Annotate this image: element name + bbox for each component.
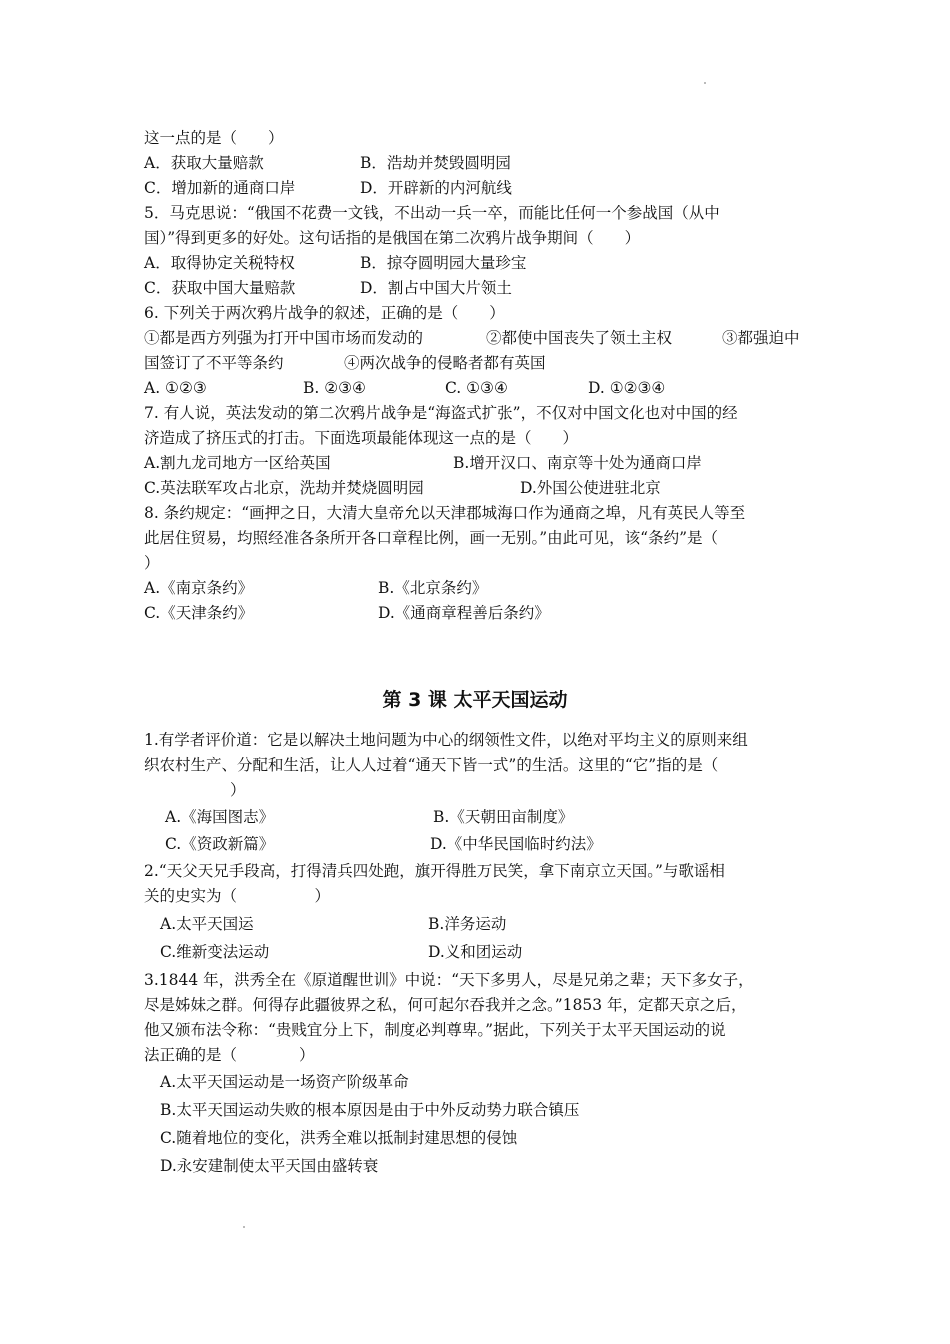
q8-option-b: B.《北京条约》	[378, 579, 488, 597]
q8-stem-line-1: 8. 条约规定：“画押之日，大清大皇帝允以天津郡城海口作为通商之埠，凡有英民人等至	[144, 504, 746, 522]
l3q3-stem-line-3: 他又颁布法令称：“贵贱宜分上下，制度必判尊卑。”据此，下列关于太平天国运动的说	[144, 1021, 726, 1039]
q6-option-b: B. ②③④	[303, 379, 366, 397]
l3q3-option-c: C.随着地位的变化，洪秀全难以抵制封建思想的侵蚀	[160, 1129, 518, 1147]
q8-stem-line-2: 此居住贸易，均照经准各条所开各口章程比例，画一无别。”由此可见，该“条约”是（	[144, 529, 719, 547]
q6-stem: 6. 下列关于两次鸦片战争的叙述，正确的是（ ）	[144, 304, 505, 322]
q5-stem-line-1: 5．马克思说：“俄国不花费一文钱，不出动一兵一卒，而能比任何一个参战国（从中	[144, 204, 720, 222]
l3q1-stem-line-3: ）	[230, 781, 246, 799]
q6-option-c: C. ①③④	[445, 379, 508, 397]
q8-option-c: C.《天津条约》	[144, 604, 254, 622]
q4-option-a: A．获取大量赔款	[144, 154, 264, 172]
l3q1-option-c: C.《资政新篇》	[165, 835, 275, 853]
q7-option-c: C.英法联军攻占北京，洗劫并焚烧圆明园	[144, 479, 424, 497]
scan-speck	[704, 82, 706, 84]
q4-option-c: C．增加新的通商口岸	[144, 179, 296, 197]
q6-statement-4: ④两次战争的侵略者都有英国	[344, 354, 546, 372]
q6-statement-3-start: ③都强迫中	[722, 329, 800, 347]
l3q3-stem-line-4: 法正确的是（ ）	[144, 1046, 315, 1064]
q7-option-d: D.外国公使进驻北京	[520, 479, 661, 497]
q6-option-d: D. ①②③④	[588, 379, 666, 397]
l3q3-stem-line-2: 尽是姊妹之群。何得存此疆彼界之私，何可起尔吞我并之念。”1853 年，定都天京之后，	[144, 996, 747, 1014]
q7-option-b: B.增开汉口、南京等十处为通商口岸	[453, 454, 702, 472]
q4-option-b: B．浩劫并焚毁圆明园	[360, 154, 511, 172]
scan-speck	[243, 1226, 245, 1228]
q6-statement-2: ②都使中国丧失了领土主权	[486, 329, 673, 347]
q5-stem-line-2: 国）”得到更多的好处。这句话指的是俄国在第二次鸦片战争期间（ ）	[144, 229, 641, 247]
q7-stem-line-2: 济造成了挤压式的打击。下面选项最能体现这一点的是（ ）	[144, 429, 579, 447]
q8-option-d: D.《通商章程善后条约》	[378, 604, 550, 622]
l3q2-option-b: B.洋务运动	[428, 915, 507, 933]
l3q2-option-d: D.义和团运动	[428, 943, 523, 961]
l3q2-option-c: C.维新变法运动	[160, 943, 270, 961]
l3q3-stem-line-1: 3.1844 年，洪秀全在《原道醒世训》中说：“天下多男人，尽是兄弟之辈；天下多女子，	[144, 971, 754, 989]
q4-option-d: D．开辟新的内河航线	[360, 179, 512, 197]
q7-option-a: A.割九龙司地方一区给英国	[144, 454, 331, 472]
q6-option-a: A. ①②③	[144, 379, 207, 397]
q5-option-d: D．割占中国大片领土	[360, 279, 512, 297]
l3q2-stem-line-1: 2.“天父天兄手段高，打得清兵四处跑，旗开得胜万民笑，拿下南京立天国。”与歌谣相	[144, 862, 725, 880]
q7-stem-line-1: 7. 有人说，英法发动的第二次鸦片战争是“海盗式扩张”，不仅对中国文化也对中国的经	[144, 404, 738, 422]
l3q1-option-d: D.《中华民国临时约法》	[430, 835, 602, 853]
q5-option-b: B．掠夺圆明园大量珍宝	[360, 254, 527, 272]
q5-option-a: A．取得协定关税特权	[144, 254, 295, 272]
l3q1-option-b: B.《天朝田亩制度》	[433, 808, 574, 826]
l3q1-stem-line-2: 织农村生产、分配和生活，让人人过着“通天下皆一式”的生活。这里的“它”指的是（	[144, 756, 719, 774]
q8-option-a: A.《南京条约》	[144, 579, 254, 597]
l3q2-stem-line-2: 关的史实为（ ）	[144, 887, 331, 905]
q6-statement-1: ①都是西方列强为打开中国市场而发动的	[144, 329, 424, 347]
l3q3-option-d: D.永安建制使太平天国由盛转衰	[160, 1157, 379, 1175]
q5-option-c: C．获取中国大量赔款	[144, 279, 296, 297]
q6-statement-3-end: 国签订了不平等条约	[144, 354, 284, 372]
lesson-title: 第 3 课 太平天国运动	[382, 689, 568, 711]
l3q1-option-a: A.《海国图志》	[165, 808, 275, 826]
l3q1-stem-line-1: 1.有学者评价道：它是以解决土地问题为中心的纲领性文件，以绝对平均主义的原则来组	[144, 731, 748, 749]
q4-stem-end: 这一点的是（ ）	[144, 129, 284, 147]
l3q3-option-a: A.太平天国运动是一场资产阶级革命	[160, 1073, 409, 1091]
l3q2-option-a: A.太平天国运	[160, 915, 254, 933]
l3q3-option-b: B.太平天国运动失败的根本原因是由于中外反动势力联合镇压	[160, 1101, 580, 1119]
q8-stem-line-3: ）	[144, 554, 160, 572]
